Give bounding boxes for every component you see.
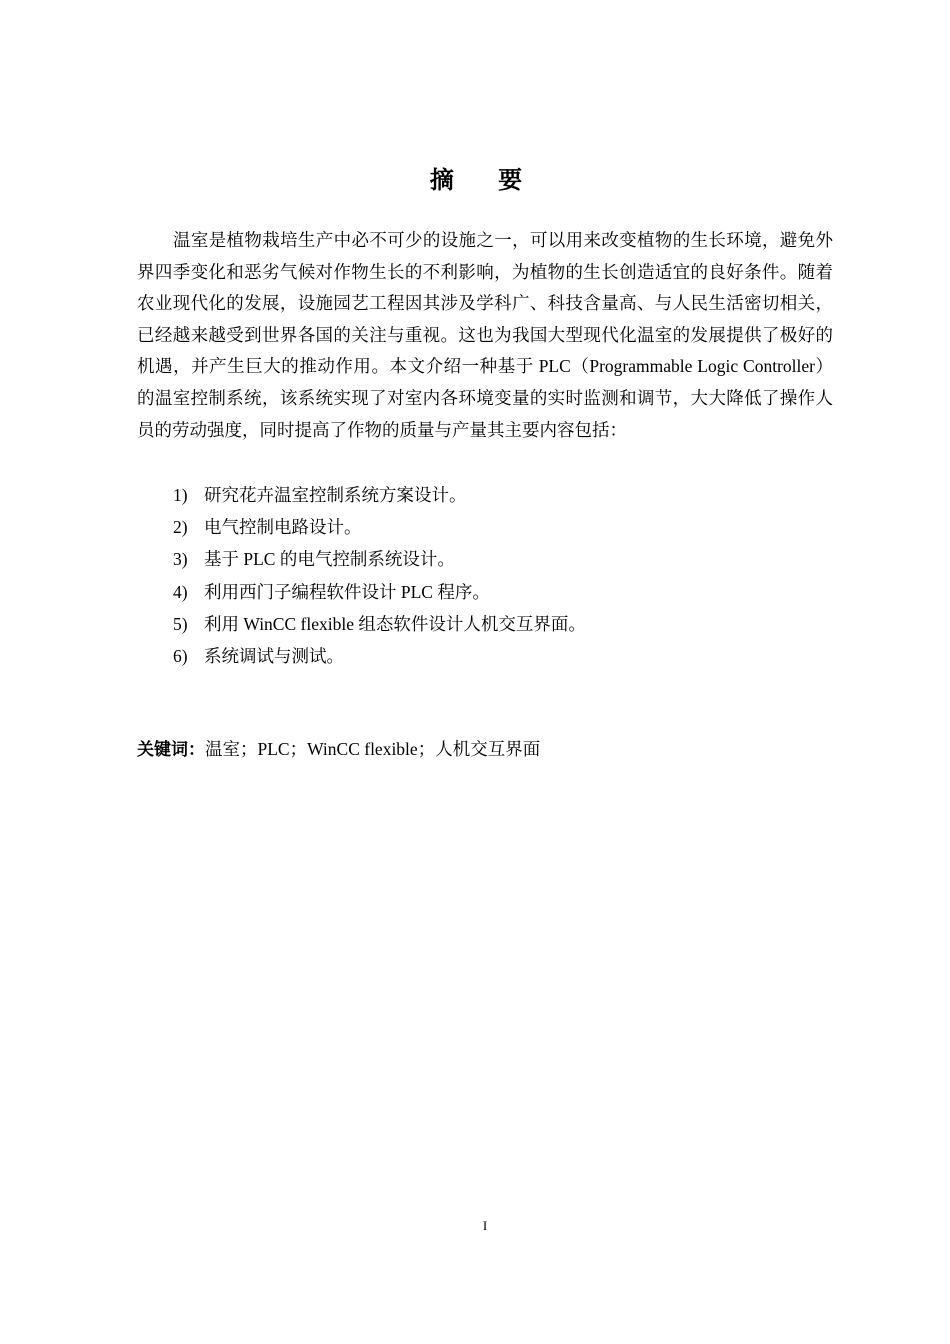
list-item (173, 608, 586, 640)
list-item-text: 利用 WinCC flexible 组态软件设计人机交互界面。 (204, 613, 586, 634)
keywords-label: 关键词： (137, 740, 205, 760)
list-item-text: 研究花卉温室控制系统方案设计。 (204, 485, 467, 505)
list-item (173, 511, 586, 543)
list-item (173, 576, 586, 608)
page-number: I (482, 1218, 488, 1233)
list-item (173, 640, 586, 672)
list-item-number: 1) (173, 485, 188, 505)
abstract-paragraph: 温室是植物栽培生产中必不可少的设施之一，可以用来改变植物的生长环境，避免外界四季变化和恶劣气候对作物生长的不利影响，为植物的生长创造适宜的良好条件。随着农业现代化的发展，设施园艺工程因其涉及学科广、科技含量高、与人民生活密切相关，已经越来越受到世界各国的关注与重视。这也为我国大型现代化温室的发展提供了极好的机遇，并产生巨大的推动作用。本文介绍一种基于 PLC（Programmable Logic Controller）的温室控制系统，该系统实现了对室内各环境变量的实时监测和调节，大大降低了操作人员的劳动强度，同时提高了作物的质量与产量其主要内容包括： (137, 230, 833, 440)
list-item (173, 479, 586, 511)
list-item-text: 基于 PLC 的电气控制系统设计。 (204, 549, 455, 570)
list-item-number: 6) (173, 645, 188, 666)
list-item-number: 4) (173, 581, 188, 602)
list-item-number: 5) (173, 613, 188, 634)
content-list (173, 479, 586, 672)
page-title: 摘 要 (429, 166, 541, 194)
list-item-number: 2) (173, 517, 188, 538)
list-item (173, 543, 586, 575)
keywords-text: 温室；PLC；WinCC flexible；人机交互界面 (205, 739, 541, 759)
keywords-line (137, 733, 540, 766)
list-item-text: 电气控制电路设计。 (204, 517, 362, 538)
list-item-text: 利用西门子编程软件设计 PLC 程序。 (204, 581, 490, 602)
list-item-number: 3) (173, 549, 188, 570)
list-item-text: 系统调试与测试。 (204, 645, 344, 666)
